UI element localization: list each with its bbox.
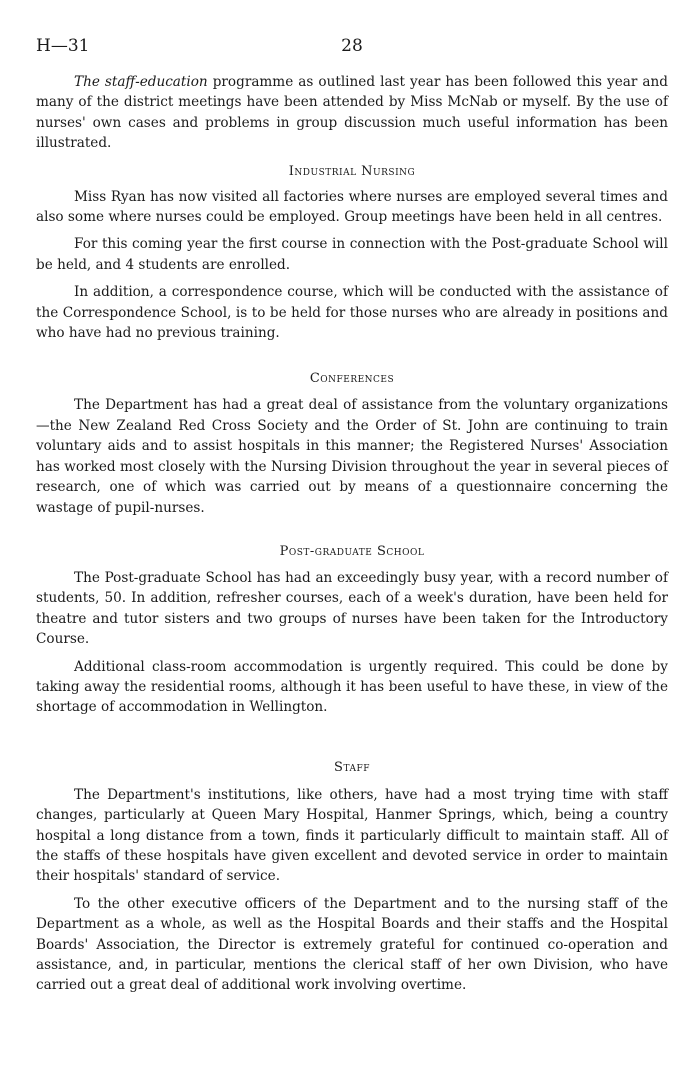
intro-italic-lead: The staff-education <box>74 74 208 90</box>
paragraph: In addition, a correspondence course, which will be conducted with the assistance of the Correspondence School, is to be held for those nurses who are already in positions and who have had no previous training. <box>36 284 668 342</box>
page-header <box>36 36 668 66</box>
paragraph: The Department has had a great deal of assistance from the voluntary organizations—the New Zealand Red Cross Society and the Order of St. John are continuing to train voluntary aids and to assist hospitals in this manner; the Registered Nurses' Association has worked most closely with the Nursing Division throughout the year in several pieces of research, one of which was carried out by means of a questionnaire concerning the wastage of pupil-nurses. <box>36 397 668 516</box>
paragraph: To the other executive officers of the Department and to the nursing staff of the Department as a whole, as well as the Hospital Boards and their staffs and the Hospital Boards' Association, the Director is extremely grateful for continued co-operation and assistance, and, in particular, mentions the clerical staff of her own Division, who have carried out a great deal of additional work involving overtime. <box>36 895 668 994</box>
paragraph: The Post-graduate School has had an exceedingly busy year, with a record number of students, 50. In addition, refresher courses, each of a week's duration, have been held for theatre and tutor sisters and two groups of nurses have been taken for the Introductory Course. <box>36 569 668 648</box>
page-number: 28 <box>341 36 363 56</box>
section-heading-post-graduate-school: Post-graduate School <box>279 543 425 559</box>
section-heading-industrial-nursing: Industrial Nursing <box>288 163 416 179</box>
intro-text: programme as outlined last year has been followed this year and many of the district meetings have been attended by Miss McNab or myself. By the use of nurses' own cases and problems in group discussion much useful information has been illustrated. <box>36 74 668 152</box>
paragraph: Miss Ryan has now visited all factories where nurses are employed several times and also some where nurses could be employed. Group meetings have been held in all centres. <box>36 188 668 226</box>
paragraph: For this coming year the first course in connection with the Post-graduate School will be held, and 4 students are enrolled. <box>36 236 668 273</box>
paragraph: Additional class-room accommodation is urgently required. This could be done by taking away the residential rooms, although it has been useful to have these, in view of the shortage of accommodation in Wellington. <box>36 658 668 716</box>
document-reference: H—31 <box>36 36 90 56</box>
paragraph: The Department's institutions, like others, have had a most trying time with staff changes, particularly at Queen Mary Hospital, Hanmer Springs, which, being a country hospital a long distance from a town, finds it particularly difficult to maintain staff. All of the staffs of these hospitals have given excellent and devoted service in order to maintain their hospitals' standard of service. <box>36 786 668 885</box>
section-heading-conferences: Conferences <box>309 371 395 387</box>
section-heading-staff: Staff <box>334 759 370 775</box>
intro-paragraph <box>36 72 668 154</box>
